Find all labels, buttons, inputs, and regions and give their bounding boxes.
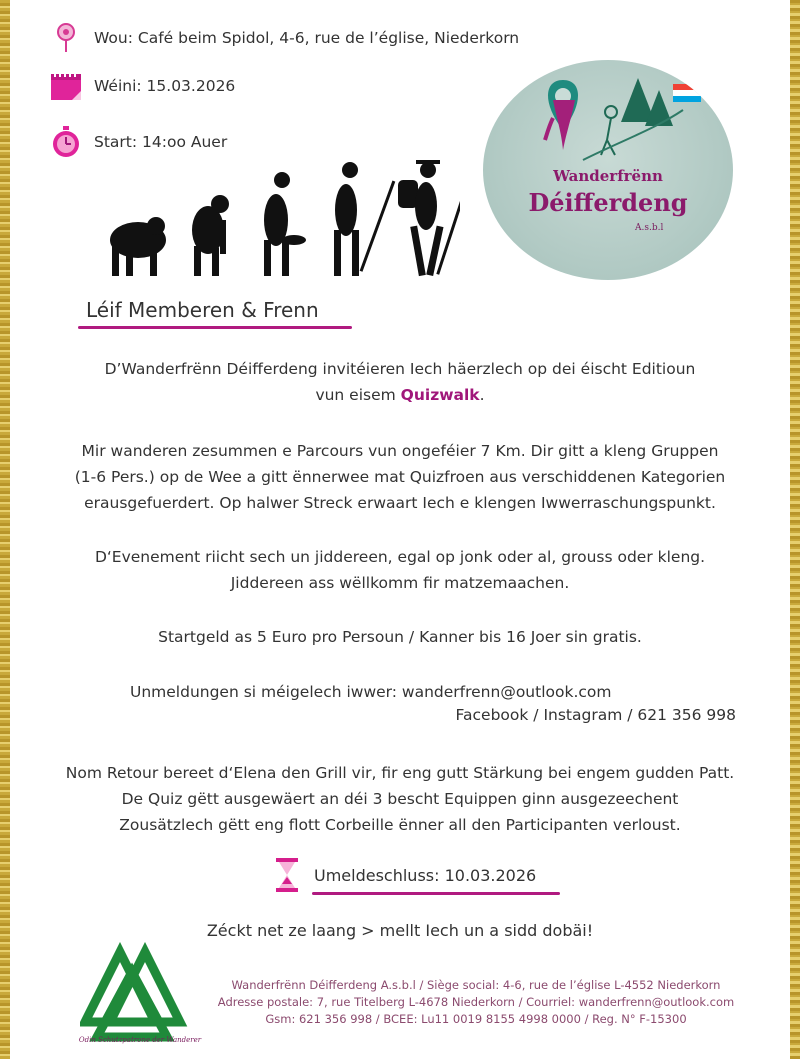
registration-line-1: Unmeldungen si méigelech iwwer: wanderfrenn@outlook.com <box>130 683 612 701</box>
closing-details-paragraph <box>20 760 780 838</box>
deadline-text: Umeldeschluss: 10.03.2026 <box>314 865 537 885</box>
greeting-underline <box>78 326 352 329</box>
deadline-underline <box>312 892 560 895</box>
route-paragraph <box>20 438 780 516</box>
start-text: Start: 14:oo Auer <box>94 133 228 151</box>
audience-paragraph <box>20 544 780 596</box>
intro-line-2-prefix: vun eisem <box>315 386 401 404</box>
fee-text: Startgeld as 5 Euro pro Persoun / Kanner bis 16 Joer sin gratis. <box>158 628 642 646</box>
footer-line-2: Adresse postale: 7, rue Titelberg L-4678 Niederkorn / Courriel: wanderfrenn@outlook.com <box>217 995 735 1009</box>
audience-line: D‘Evenement riicht sech un jiddereen, egal op jonk oder al, grouss oder kleng. <box>94 548 706 566</box>
stopwatch-icon <box>50 126 82 158</box>
valknut-logo-icon <box>80 942 210 1042</box>
date-row <box>50 70 235 102</box>
intro-line-2 <box>20 382 780 408</box>
footer-motto: Odin Schutzpatrone der Wanderer <box>78 1036 202 1044</box>
gold-border-left <box>0 0 10 1059</box>
start-row <box>50 126 227 158</box>
luxembourg-flag-icon <box>673 84 701 102</box>
footer-line-1: Wanderfrënn Déifferdeng A.s.b.l / Siège social: 4-6, rue de l’église L-4552 Niederkorn <box>231 978 721 992</box>
location-row <box>50 22 519 54</box>
intro-paragraph <box>20 356 780 408</box>
logo-name-line1: Wanderfrënn <box>553 167 663 185</box>
hourglass-icon <box>276 858 298 892</box>
details-line: Zousätzlech gëtt eng flott Corbeille ënner all den Participanten verloust. <box>119 816 681 834</box>
registration-line-2: Facebook / Instagram / 621 356 998 <box>455 706 736 724</box>
evolution-hiker-illustration <box>98 158 460 278</box>
logo-asbl: A.s.b.l <box>635 223 664 233</box>
date-text: Wéini: 15.03.2026 <box>94 77 236 95</box>
details-line: De Quiz gëtt ausgewäert an déi 3 bescht Equippen ginn ausgezeechent <box>121 790 679 808</box>
deadline-row <box>276 858 536 892</box>
audience-line: Jiddereen ass wëllkomm fir matzemaachen. <box>230 574 570 592</box>
call-to-action: Zéckt net ze laang > mellt Iech un a sidd dobäi! <box>206 921 594 940</box>
quizwalk-highlight: Quizwalk <box>400 386 480 404</box>
hiker-trees-emblem-icon <box>483 60 733 170</box>
route-line: (1-6 Pers.) op de Wee a gitt ënnerwee mat Quizfroen aus verschiddenen Kategorien <box>74 468 726 486</box>
intro-line-2-suffix: . <box>479 386 485 404</box>
location-pin-icon <box>50 22 82 54</box>
club-logo <box>483 60 733 280</box>
logo-name-line2: Déifferdeng <box>528 188 688 217</box>
intro-line-1: D’Wanderfrënn Déifferdeng invitéieren Iech häerzlech op dei éischt Editioun <box>104 360 696 378</box>
route-line: Mir wanderen zesummen e Parcours vun ongeféier 7 Km. Dir gitt a kleng Gruppen <box>81 442 719 460</box>
calendar-icon <box>50 70 82 102</box>
location-text: Wou: Café beim Spidol, 4-6, rue de l’église, Niederkorn <box>94 29 520 47</box>
gold-border-right <box>790 0 800 1059</box>
greeting-heading: Léif Memberen & Frenn <box>86 298 319 322</box>
footer-line-3: Gsm: 621 356 998 / BCEE: Lu11 0019 8155 4998 0000 / Reg. N° F-15300 <box>265 1012 687 1026</box>
details-line: Nom Retour bereet d‘Elena den Grill vir, fir eng gutt Stärkung bei engem gudden Patt. <box>65 764 735 782</box>
route-line: erausgefuerdert. Op halwer Streck erwaart Iech e klengen Iwwerraschungspunkt. <box>84 494 716 512</box>
